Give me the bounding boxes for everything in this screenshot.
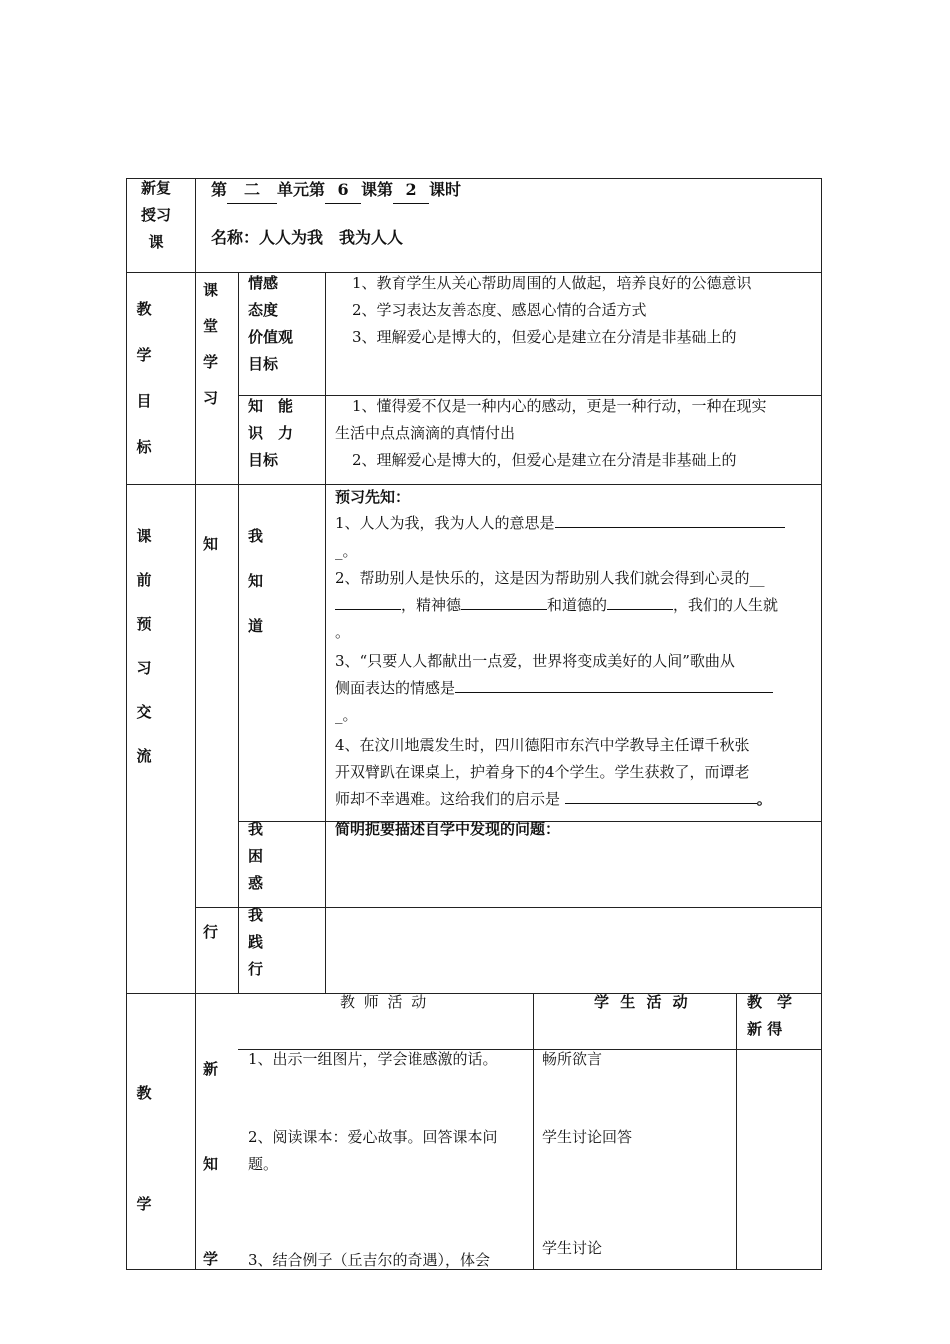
attitude-goal-items: 1、教育学生从关心帮助周围的人做起，培养良好的公德意识 2、学习表达友善态度、感恩心情的合适方式 3、理解爱心是博大的，但爱心是建立在分清是非基础上的 <box>352 274 752 346</box>
answer-blank[interactable] <box>555 511 785 528</box>
lesson-type-label: 新复 授习 课 <box>140 179 171 251</box>
student-activity-header: 学 生 活 动 <box>594 993 691 1011</box>
teacher-activity-3: 3、结合例子（丘吉尔的奇遇），体会 <box>248 1251 491 1269</box>
question-4: 4、在汶川地震发生时，四川德阳市东汽中学教导主任谭千秋张 开双臂趴在课桌上，护着身下的4个学生。学生获救了，而谭老 师却不幸遇难。这给我们的启示是 。 <box>335 736 772 808</box>
unit-line: 第 二 单元第 6 课第 2 课时 <box>211 176 461 204</box>
preview-title: 预习先知： <box>335 488 411 506</box>
question-1: 1、人人为我，我为人人的意思是 <box>335 510 785 537</box>
answer-blank[interactable] <box>461 593 547 610</box>
new-knowledge-label: 新 知 学 <box>203 1060 219 1268</box>
divider <box>126 484 821 485</box>
i-know-label: 我 知 道 <box>248 527 264 635</box>
teaching-label: 教 学 <box>136 1084 152 1213</box>
teacher-activity-1: 1、出示一组图片，学会谁感激的话。 <box>248 1050 498 1068</box>
goals-label: 教 学 目 标 <box>136 300 152 456</box>
question-3: 3、“只要人人都献出一点爱，世界将变成美好的人间”歌曲从 侧面表达的情感是 _。 <box>335 648 773 729</box>
divider <box>325 272 326 994</box>
answer-blank[interactable] <box>455 676 773 693</box>
teacher-activity-2: 2、阅读课本：爱心故事。回答课本问 题。 <box>248 1128 498 1173</box>
period-number: 2 <box>393 176 429 204</box>
divider <box>126 993 821 994</box>
unit-number: 二 <box>227 176 277 204</box>
i-confuse-label: 我 困 惑 <box>248 820 264 892</box>
i-practice-label: 我 践 行 <box>248 906 264 978</box>
answer-blank[interactable] <box>335 593 401 610</box>
divider <box>195 178 196 1270</box>
answer-blank[interactable] <box>565 787 757 804</box>
attitude-goal-label: 情感 态度 价值观 目标 <box>248 274 294 373</box>
student-activity-2: 学生讨论回答 <box>542 1128 633 1146</box>
teaching-gain-header: 教 学 新 得 <box>747 993 793 1038</box>
knowledge-goal-items: 1、懂得爱不仅是一种内心的感动，更是一种行动，一种在现实 生活中点点滴滴的真情付出 2、理解爱心是博大的，但爱心是建立在分清是非基础上的 <box>335 397 767 469</box>
student-activity-1: 畅所欲言 <box>542 1050 603 1068</box>
classroom-study-label: 课 堂 学 习 <box>203 281 219 407</box>
practice-section-label: 行 <box>203 923 219 941</box>
divider <box>533 993 534 1270</box>
confuse-prompt: 简明扼要描述自学中发现的问题： <box>335 820 561 838</box>
divider <box>238 272 239 994</box>
student-activity-3: 学生讨论 <box>542 1239 603 1257</box>
question-2: 2、帮助别人是快乐的，这是因为帮助别人我们就会得到心灵的__ ，精神德 和道德的 ，我们的人生就 。 <box>335 569 779 641</box>
lesson-name: 名称：人人为我 我为人人 <box>211 228 404 247</box>
divider <box>195 907 821 908</box>
teacher-activity-header: 教 师 活 动 <box>340 993 429 1011</box>
table-border-right <box>821 178 822 1270</box>
know-section-label: 知 <box>203 535 219 553</box>
answer-blank[interactable] <box>607 593 673 610</box>
preview-label: 课 前 预 习 交 流 <box>136 527 152 765</box>
divider <box>736 993 737 1270</box>
lesson-number: 6 <box>325 176 361 204</box>
question-1-end: _。 <box>335 542 358 560</box>
knowledge-goal-label: 知 能 识 力 目标 <box>248 397 294 469</box>
